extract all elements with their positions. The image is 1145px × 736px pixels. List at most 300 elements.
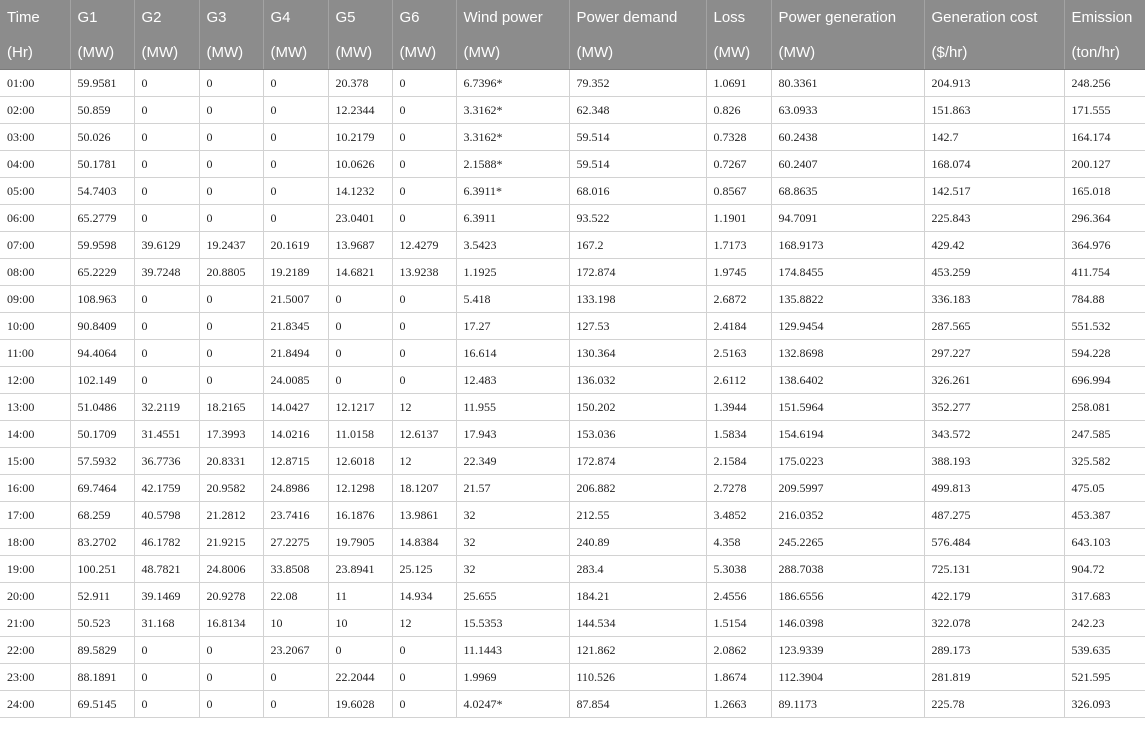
table-cell: 0 [392,205,456,232]
table-cell: 5.3038 [706,556,771,583]
table-cell: 21.2812 [199,502,263,529]
column-header: G2 [134,0,199,35]
table-cell: 48.7821 [134,556,199,583]
table-cell: 0 [134,637,199,664]
time-cell: 10:00 [0,313,70,340]
time-cell: 02:00 [0,97,70,124]
table-cell: 487.275 [924,502,1064,529]
table-row [0,610,1145,637]
table-cell: 129.9454 [771,313,924,340]
table-cell: 245.2265 [771,529,924,556]
table-cell: 25.655 [456,583,569,610]
table-cell: 172.874 [569,448,706,475]
table-cell: 146.0398 [771,610,924,637]
table-cell: 22.2044 [328,664,392,691]
table-row [0,340,1145,367]
table-cell: 94.7091 [771,205,924,232]
table-cell: 171.555 [1064,97,1145,124]
time-cell: 01:00 [0,70,70,97]
table-cell: 1.9969 [456,664,569,691]
table-cell: 0 [199,340,263,367]
table-cell: 65.2229 [70,259,134,286]
table-cell: 12.6018 [328,448,392,475]
table-cell: 725.131 [924,556,1064,583]
table-cell: 2.6112 [706,367,771,394]
table-cell: 0 [392,286,456,313]
table-cell: 521.595 [1064,664,1145,691]
table-cell: 16.1876 [328,502,392,529]
table-cell: 0 [134,691,199,718]
table-cell: 364.976 [1064,232,1145,259]
table-cell: 3.3162* [456,97,569,124]
table-cell: 0 [263,124,328,151]
table-cell: 0 [328,286,392,313]
table-cell: 3.5423 [456,232,569,259]
table-cell: 3.3162* [456,124,569,151]
table-cell: 50.026 [70,124,134,151]
table-cell: 10.2179 [328,124,392,151]
table-cell: 151.863 [924,97,1064,124]
column-unit: (MW) [706,35,771,70]
table-cell: 453.259 [924,259,1064,286]
column-unit: (MW) [134,35,199,70]
table-cell: 12.1298 [328,475,392,502]
table-cell: 186.6556 [771,583,924,610]
table-cell: 52.911 [70,583,134,610]
table-cell: 142.517 [924,178,1064,205]
column-header: Emission [1064,0,1145,35]
table-cell: 0 [392,178,456,205]
table-cell: 0 [328,367,392,394]
table-cell: 32 [456,556,569,583]
table-cell: 168.074 [924,151,1064,178]
table-cell: 551.532 [1064,313,1145,340]
table-row [0,394,1145,421]
table-cell: 18.2165 [199,394,263,421]
column-header: Generation cost [924,0,1064,35]
table-cell: 89.5829 [70,637,134,664]
table-row [0,691,1145,718]
table-cell: 0 [263,664,328,691]
table-cell: 12.483 [456,367,569,394]
table-cell: 60.2407 [771,151,924,178]
table-cell: 110.526 [569,664,706,691]
table-cell: 165.018 [1064,178,1145,205]
table-cell: 576.484 [924,529,1064,556]
table-cell: 0 [134,178,199,205]
table-row [0,583,1145,610]
table-cell: 0 [199,691,263,718]
table-cell: 18.1207 [392,475,456,502]
table-cell: 184.21 [569,583,706,610]
table-cell: 2.1584 [706,448,771,475]
column-header: G1 [70,0,134,35]
table-row [0,313,1145,340]
table-cell: 453.387 [1064,502,1145,529]
table-cell: 94.4064 [70,340,134,367]
table-cell: 33.8508 [263,556,328,583]
table-cell: 14.934 [392,583,456,610]
table-cell: 317.683 [1064,583,1145,610]
table-cell: 17.27 [456,313,569,340]
table-cell: 65.2779 [70,205,134,232]
table-cell: 0 [328,637,392,664]
table-cell: 68.8635 [771,178,924,205]
table-cell: 59.514 [569,124,706,151]
table-cell: 13.9861 [392,502,456,529]
table-cell: 784.88 [1064,286,1145,313]
table-cell: 6.3911 [456,205,569,232]
table-cell: 204.913 [924,70,1064,97]
table-cell: 16.8134 [199,610,263,637]
column-unit: (MW) [771,35,924,70]
table-cell: 20.378 [328,70,392,97]
table-cell: 42.1759 [134,475,199,502]
table-cell: 112.3904 [771,664,924,691]
table-cell: 20.9582 [199,475,263,502]
table-cell: 1.7173 [706,232,771,259]
table-cell: 10 [263,610,328,637]
table-row [0,151,1145,178]
table-cell: 0 [263,151,328,178]
time-cell: 04:00 [0,151,70,178]
table-cell: 258.081 [1064,394,1145,421]
table-cell: 154.6194 [771,421,924,448]
table-cell: 12 [392,610,456,637]
table-cell: 19.2437 [199,232,263,259]
table-cell: 0 [134,151,199,178]
table-cell: 13.9238 [392,259,456,286]
table-cell: 283.4 [569,556,706,583]
table-cell: 5.418 [456,286,569,313]
column-header: G4 [263,0,328,35]
table-cell: 3.4852 [706,502,771,529]
table-cell: 225.843 [924,205,1064,232]
header-units-row [0,35,1145,70]
table-cell: 20.1619 [263,232,328,259]
table-cell: 0 [199,205,263,232]
table-cell: 121.862 [569,637,706,664]
table-cell: 2.4556 [706,583,771,610]
table-cell: 2.5163 [706,340,771,367]
column-unit: ($/hr) [924,35,1064,70]
table-cell: 127.53 [569,313,706,340]
table-cell: 19.7905 [328,529,392,556]
table-cell: 0 [134,340,199,367]
table-cell: 32.2119 [134,394,199,421]
column-header: Time [0,0,70,35]
table-cell: 247.585 [1064,421,1145,448]
table-cell: 0 [392,97,456,124]
table-cell: 296.364 [1064,205,1145,232]
table-row [0,97,1145,124]
table-cell: 24.8986 [263,475,328,502]
table-cell: 11.0158 [328,421,392,448]
time-cell: 21:00 [0,610,70,637]
table-cell: 164.174 [1064,124,1145,151]
table-cell: 0 [134,124,199,151]
time-cell: 05:00 [0,178,70,205]
column-unit: (MW) [263,35,328,70]
table-cell: 206.882 [569,475,706,502]
table-cell: 83.2702 [70,529,134,556]
table-cell: 11.1443 [456,637,569,664]
table-cell: 0 [199,124,263,151]
table-cell: 21.8494 [263,340,328,367]
table-cell: 2.7278 [706,475,771,502]
table-cell: 240.89 [569,529,706,556]
table-row [0,556,1145,583]
table-row [0,664,1145,691]
table-cell: 0 [199,664,263,691]
table-cell: 150.202 [569,394,706,421]
table-cell: 11 [328,583,392,610]
header-names-row [0,0,1145,35]
table-cell: 168.9173 [771,232,924,259]
table-cell: 0 [392,70,456,97]
table-cell: 80.3361 [771,70,924,97]
table-cell: 15.5353 [456,610,569,637]
table-cell: 0 [263,70,328,97]
table-cell: 388.193 [924,448,1064,475]
table-cell: 172.874 [569,259,706,286]
table-cell: 0 [328,340,392,367]
table-cell: 24.8006 [199,556,263,583]
time-cell: 06:00 [0,205,70,232]
table-cell: 0 [263,97,328,124]
time-cell: 23:00 [0,664,70,691]
table-cell: 326.261 [924,367,1064,394]
table-cell: 1.3944 [706,394,771,421]
time-cell: 18:00 [0,529,70,556]
time-cell: 08:00 [0,259,70,286]
time-cell: 13:00 [0,394,70,421]
table-cell: 21.8345 [263,313,328,340]
column-header: G5 [328,0,392,35]
table-cell: 0 [263,178,328,205]
table-cell: 242.23 [1064,610,1145,637]
table-cell: 32 [456,502,569,529]
table-row [0,286,1145,313]
table-cell: 0 [392,124,456,151]
table-cell: 411.754 [1064,259,1145,286]
table-cell: 68.016 [569,178,706,205]
table-cell: 135.8822 [771,286,924,313]
table-row [0,178,1145,205]
table-cell: 325.582 [1064,448,1145,475]
table-cell: 2.1588* [456,151,569,178]
table-cell: 0 [199,178,263,205]
table-cell: 167.2 [569,232,706,259]
table-cell: 539.635 [1064,637,1145,664]
time-cell: 11:00 [0,340,70,367]
table-cell: 1.8674 [706,664,771,691]
table-cell: 133.198 [569,286,706,313]
table-cell: 23.0401 [328,205,392,232]
table-cell: 475.05 [1064,475,1145,502]
table-cell: 36.7736 [134,448,199,475]
table-cell: 22.08 [263,583,328,610]
table-row [0,448,1145,475]
table-cell: 31.4551 [134,421,199,448]
table-cell: 31.168 [134,610,199,637]
table-cell: 151.5964 [771,394,924,421]
table-cell: 225.78 [924,691,1064,718]
table-cell: 17.943 [456,421,569,448]
table-cell: 0 [263,691,328,718]
table-cell: 288.7038 [771,556,924,583]
column-header: Loss [706,0,771,35]
table-cell: 10.0626 [328,151,392,178]
table-cell: 19.6028 [328,691,392,718]
column-unit: (ton/hr) [1064,35,1145,70]
table-cell: 0 [199,70,263,97]
column-unit: (MW) [456,35,569,70]
table-cell: 54.7403 [70,178,134,205]
table-cell: 12.8715 [263,448,328,475]
table-cell: 0 [328,313,392,340]
table-cell: 6.7396* [456,70,569,97]
table-cell: 2.4184 [706,313,771,340]
table-cell: 22.349 [456,448,569,475]
table-cell: 0 [134,313,199,340]
table-cell: 0 [134,367,199,394]
table-cell: 904.72 [1064,556,1145,583]
table-row [0,367,1145,394]
table-cell: 62.348 [569,97,706,124]
table-cell: 123.9339 [771,637,924,664]
table-cell: 643.103 [1064,529,1145,556]
table-cell: 40.5798 [134,502,199,529]
time-cell: 16:00 [0,475,70,502]
column-header: Power generation [771,0,924,35]
time-cell: 15:00 [0,448,70,475]
table-cell: 2.6872 [706,286,771,313]
column-unit: (MW) [392,35,456,70]
column-header: Power demand [569,0,706,35]
table-cell: 20.9278 [199,583,263,610]
table-cell: 0 [134,205,199,232]
table-cell: 57.5932 [70,448,134,475]
table-row [0,259,1145,286]
table-cell: 1.1925 [456,259,569,286]
table-cell: 50.1709 [70,421,134,448]
table-header [0,0,1145,70]
table-row [0,637,1145,664]
table-row [0,232,1145,259]
table-cell: 138.6402 [771,367,924,394]
table-cell: 50.1781 [70,151,134,178]
table-cell: 144.534 [569,610,706,637]
table-cell: 1.2663 [706,691,771,718]
table-row [0,124,1145,151]
table-cell: 0.826 [706,97,771,124]
table-cell: 132.8698 [771,340,924,367]
table-cell: 68.259 [70,502,134,529]
table-cell: 59.9581 [70,70,134,97]
table-cell: 200.127 [1064,151,1145,178]
table-cell: 32 [456,529,569,556]
table-cell: 14.6821 [328,259,392,286]
table-cell: 0.8567 [706,178,771,205]
table-cell: 0 [392,664,456,691]
table-cell: 209.5997 [771,475,924,502]
table-cell: 12.6137 [392,421,456,448]
table-cell: 0 [199,286,263,313]
column-unit: (MW) [328,35,392,70]
table-row [0,502,1145,529]
table-cell: 174.8455 [771,259,924,286]
table-cell: 100.251 [70,556,134,583]
time-cell: 17:00 [0,502,70,529]
table-cell: 20.8805 [199,259,263,286]
table-cell: 79.352 [569,70,706,97]
table-cell: 21.57 [456,475,569,502]
table-cell: 23.7416 [263,502,328,529]
table-cell: 287.565 [924,313,1064,340]
table-cell: 0 [392,340,456,367]
table-cell: 352.277 [924,394,1064,421]
table-cell: 12.2344 [328,97,392,124]
table-cell: 88.1891 [70,664,134,691]
table-cell: 0 [392,691,456,718]
table-cell: 1.5834 [706,421,771,448]
time-cell: 22:00 [0,637,70,664]
table-cell: 289.173 [924,637,1064,664]
table-cell: 175.0223 [771,448,924,475]
table-cell: 0.7267 [706,151,771,178]
table-cell: 12.4279 [392,232,456,259]
table-cell: 0 [199,313,263,340]
table-cell: 0 [199,637,263,664]
table-cell: 0 [392,313,456,340]
table-cell: 93.522 [569,205,706,232]
table-cell: 499.813 [924,475,1064,502]
table-cell: 69.7464 [70,475,134,502]
table-cell: 0 [392,367,456,394]
table-cell: 59.9598 [70,232,134,259]
table-cell: 69.5145 [70,691,134,718]
table-cell: 2.0862 [706,637,771,664]
time-cell: 07:00 [0,232,70,259]
column-unit: (MW) [569,35,706,70]
column-header: G3 [199,0,263,35]
table-cell: 0 [199,97,263,124]
table-cell: 46.1782 [134,529,199,556]
table-cell: 20.8331 [199,448,263,475]
table-cell: 16.614 [456,340,569,367]
column-unit: (Hr) [0,35,70,70]
table-cell: 50.523 [70,610,134,637]
table-cell: 429.42 [924,232,1064,259]
table-cell: 14.0216 [263,421,328,448]
table-cell: 51.0486 [70,394,134,421]
table-cell: 0 [134,97,199,124]
table-cell: 0 [392,637,456,664]
time-cell: 24:00 [0,691,70,718]
table-body [0,70,1145,718]
table-cell: 102.149 [70,367,134,394]
table-cell: 39.1469 [134,583,199,610]
table-cell: 212.55 [569,502,706,529]
table-cell: 136.032 [569,367,706,394]
table-cell: 14.0427 [263,394,328,421]
table-cell: 11.955 [456,394,569,421]
column-unit: (MW) [199,35,263,70]
table-cell: 0 [199,367,263,394]
table-cell: 23.2067 [263,637,328,664]
table-cell: 153.036 [569,421,706,448]
